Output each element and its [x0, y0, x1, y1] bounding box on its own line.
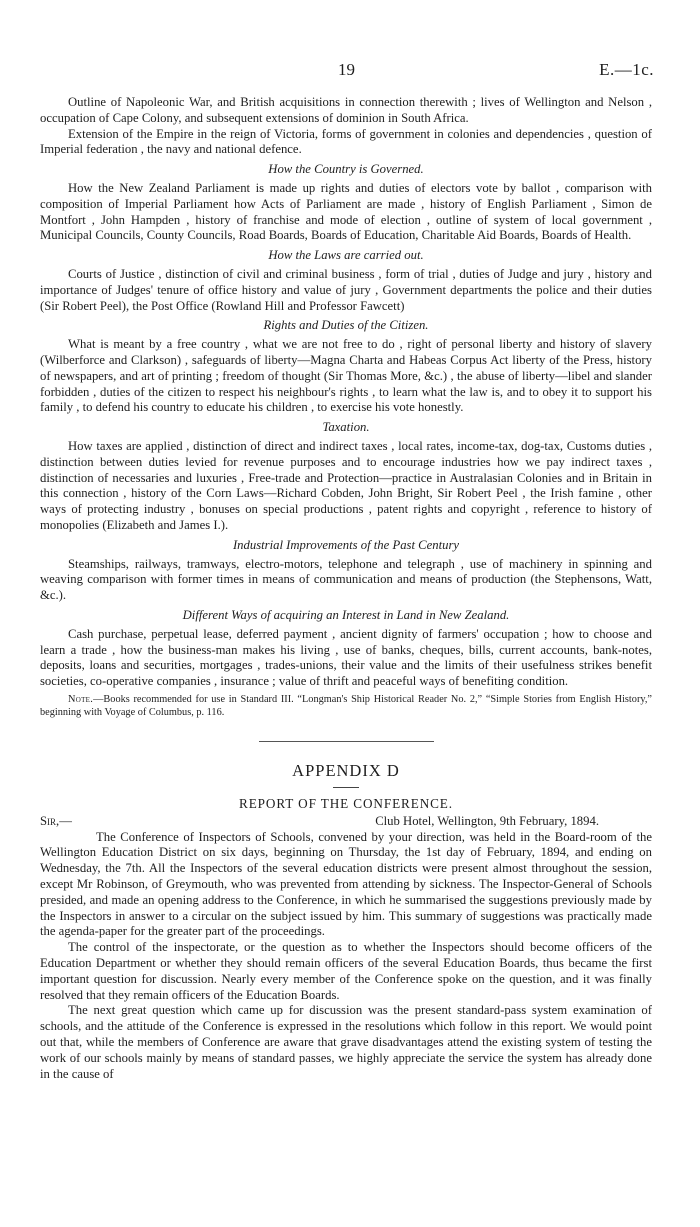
section-heading: Industrial Improvements of the Past Century — [232, 537, 460, 552]
section-heading: Rights and Duties of the Citizen. — [263, 318, 429, 333]
page-body — [40, 95, 652, 1082]
appendix-d — [40, 761, 652, 1083]
place-date: Club Hotel, Wellington, 9th February, 1894. — [375, 813, 599, 828]
paragraph: How taxes are applied , distinction of direct and indirect taxes , local rates, income-tax, dog-tax, Customs duties , distinction between duties levied for revenue purposes and to encourage industries how we pay indirect taxes , distinction of necessaries and luxuries , Free-trade and Protection—practice in Australasian Colonies and in Britain in this connection , history of the Corn Laws—Richard Cobden, John Bright, Sir Robert Peel , the Irish famine , other ways of protecting industry , bonuses on special productions , patent rights and copyright , reference to history of monopolies (Elizabeth and James I.). — [40, 438, 652, 532]
paragraph: Courts of Justice , distinction of civil and criminal business , form of trial , duties of Judge and jury , history and importance of Judges' tenure of office history and value of jury , Government departments the police and their duties (Sir Robert Peel), the Post Office (Rowland Hill and Professor Fawcett) — [40, 266, 652, 313]
document-reference: E.—1c. — [599, 60, 654, 79]
paragraph: Steamships, railways, tramways, electro-motors, telephone and telegraph , use of machinery in spinning and weaving comparison with former times in means of communication and means of production (the Stephensons, Watt, &c.). — [40, 556, 652, 603]
paragraph: The Conference of Inspectors of Schools, convened by your direction, was held in the Board-room of the Wellington Education District on six days, beginning on Thursday, the 1st day of February, 1894, and ending on Wednesday, the 7th. All the Inspectors of the several education districts were present almost throughout the session, except Mr Robinson, of Greymouth, who was prevented from attending by sickness. The Inspector-General of Schools presided, and made an opening address to the Conference, in which he summarised the suggestions previously made by the Inspectors in answer to a circular on the subject issued by him. This summary of suggestions was practically made the agenda-paper for the greater part of the proceedings. — [40, 829, 652, 939]
section-rights — [40, 318, 652, 416]
section-land — [40, 608, 652, 690]
section-heading: How the Laws are carried out. — [268, 248, 424, 263]
section-divider — [259, 741, 434, 742]
section-heading: Different Ways of acquiring an Interest in Land in New Zealand. — [182, 607, 510, 622]
page-header — [40, 60, 652, 80]
paragraph: The control of the inspectorate, or the question as to whether the Inspectors should become officers of the Education Department or whether they should remain officers of the several Education Boards, thus became the first important question for discussion. Nearly every member of the Conference spoke on the question, and it was finally resolved that they remain officers of the Education Boards. — [40, 940, 652, 1002]
report-title: REPORT OF THE CONFERENCE. — [239, 795, 453, 811]
section-laws — [40, 248, 652, 314]
paragraph: Outline of Napoleonic War, and British acquisitions in connection therewith ; lives of Wellington and Nelson , occupation of Cape Colony, and subsequent extensions of dominion in South Africa. — [40, 95, 652, 125]
page-number: 19 — [338, 60, 355, 79]
section-heading: Taxation. — [322, 420, 370, 435]
section-heading: How the Country is Governed. — [268, 162, 424, 177]
title-rule — [333, 787, 359, 788]
footnote — [40, 693, 652, 719]
note-label: Note. — [68, 693, 94, 705]
letter-dateline — [40, 814, 652, 830]
section-napoleonic — [40, 95, 652, 158]
section-governed — [40, 162, 652, 244]
paragraph: How the New Zealand Parliament is made up rights and duties of electors vote by ballot , comparison with composition of Imperial Parliament how Acts of Parliament are made , history of English Parliament , Simon de Montfort , John Hampden , history of franchise and mode of election , outline of system of local government , Municipal Councils, County Councils, Road Boards, Boards of Education, Charitable Aid Boards, Boards of Health. — [40, 180, 652, 243]
section-industrial — [40, 538, 652, 604]
paragraph: Extension of the Empire in the reign of Victoria, forms of government in colonies and dependencies , question of Imperial federation , the navy and national defence. — [40, 126, 652, 157]
appendix-title: APPENDIX D — [292, 760, 400, 780]
paragraph: Cash purchase, perpetual lease, deferred payment , ancient dignity of farmers' occupation ; how to choose and learn a trade , how the business-man makes his living , use of banks, cheques, bills, current accounts, bank-notes, deposits, loans and securities, mortgages , trades-unions, their value and the limits of their usefulness strikes benefit societies, co-operative companies , insurance ; value of thrift and peaceful ways of benefiting condition. — [40, 626, 652, 689]
section-taxation — [40, 420, 652, 534]
paragraph: What is meant by a free country , what we are not free to do , right of personal liberty and history of slavery (Wilberforce and Clarkson) , safeguards of liberty—Magna Charta and Habeas Corpus Act liberty of the Press, history of newspapers, and art of printing ; freedom of thought (Sir Thomas More, &c.) , the abuse of liberty—libel and slander forbidden , duties of the citizen to respect his neighbour's rights , to learn what the law is, and to obey it to support his family , to defend his country to educate his children , to exercise his vote honestly. — [40, 337, 652, 415]
note-text: —Books recommended for use in Standard III. “Longman's Ship Historical Reader No. 2,” “Simple Stories from English History,” beginning with Voyage of Columbus, p. 116. — [40, 693, 652, 718]
paragraph: The next great question which came up for discussion was the present standard-pass system examination of schools, and the attitude of the Conference is expressed in the resolutions which follow in this report. We would point out that, while the members of Conference are aware that grave disadvantages attend the existing system of testing the work of our schools mainly by means of standard passes, we highly appreciate the service the system has already done in the cause of — [40, 1003, 652, 1081]
salutation: Sir,— — [40, 813, 72, 828]
